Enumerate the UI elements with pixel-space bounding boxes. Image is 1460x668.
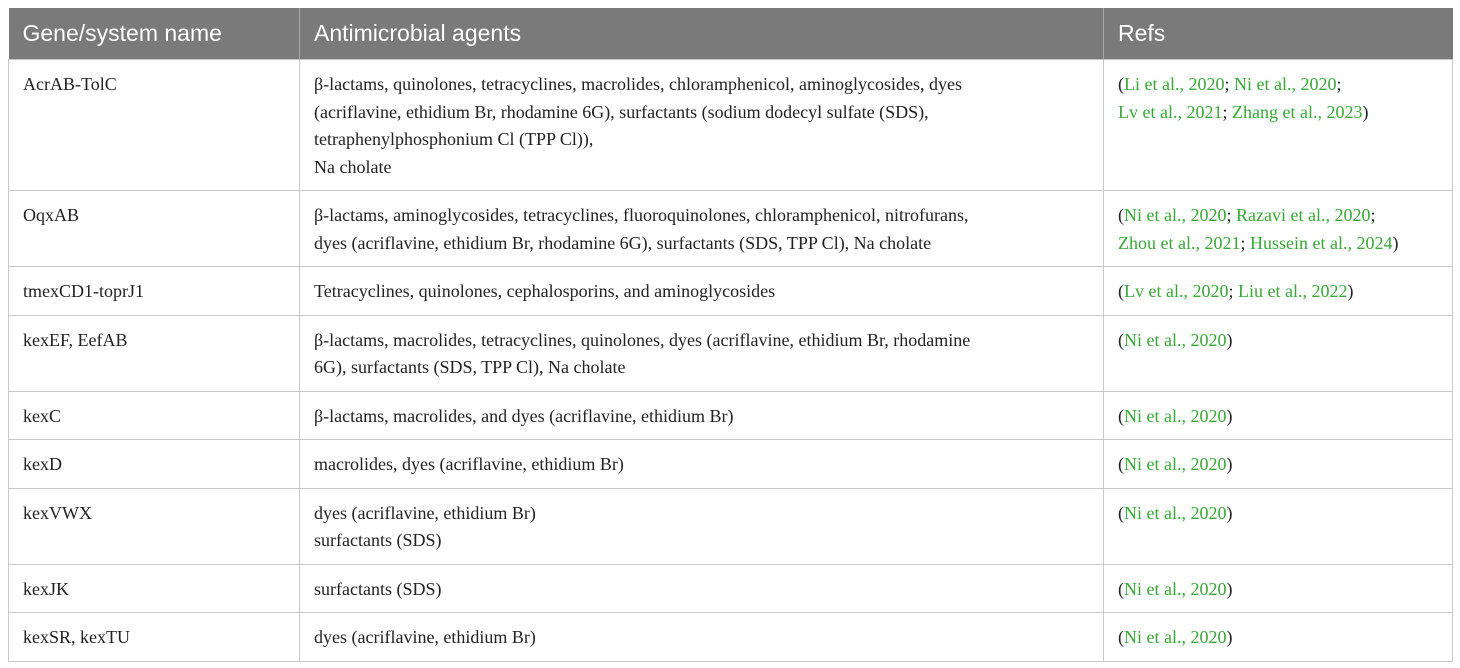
gene-cell: OqxAB [9,191,300,267]
refs-cell: (Ni et al., 2020) [1104,564,1453,613]
agents-line: β-lactams, macrolides, and dyes (acriflavine, ethidium Br) [314,405,734,426]
table-row [9,488,1453,564]
agents-line: β-lactams, macrolides, tetracyclines, quinolones, dyes (acriflavine, ethidium Br, rhodamine [314,329,971,350]
efflux-pump-table [8,8,1453,662]
agents-line: Tetracyclines, quinolones, cephalosporins, and aminoglycosides [314,281,776,301]
ref-link[interactable]: Ni et al., 2020 [1234,74,1337,94]
gene-cell: kexD [9,440,300,489]
ref-link[interactable]: Lv et al., 2021 [1118,101,1223,122]
refs-cell: (Ni et al., 2020) [1104,613,1453,662]
refs-cell: (Ni et al., 2020) [1104,488,1453,564]
header-gene-system-name: Gene/system name [9,8,300,60]
agents-cell [300,391,1104,440]
refs-cell: (Ni et al., 2020; Razavi et al., 2020; Zhou et al., 2021; Hussein et al., 2024) [1104,191,1453,267]
table-row [9,613,1453,662]
ref-link[interactable]: Ni et al., 2020 [1124,454,1227,474]
agents-line: 6G), surfactants (SDS, TPP Cl), Na cholate [314,357,626,377]
refs-cell: (Ni et al., 2020) [1104,440,1453,489]
table-row [9,440,1453,489]
agents-line: tetraphenylphosphonium Cl (TPP Cl)), [314,129,594,149]
agents-line: Na cholate [314,156,392,177]
refs-cell: (Ni et al., 2020) [1104,315,1453,391]
agents-cell [300,191,1104,267]
agents-cell [300,440,1104,489]
agents-cell [300,564,1104,613]
ref-link[interactable]: Ni et al., 2020 [1124,205,1227,225]
table-row [9,191,1453,267]
ref-link[interactable]: Zhou et al., 2021 [1118,232,1241,253]
ref-link[interactable]: Ni et al., 2020 [1124,502,1227,523]
header-row [9,8,1453,60]
ref-link[interactable]: Ni et al., 2020 [1124,405,1227,426]
agents-line: dyes (acriflavine, ethidium Br, rhodamine 6G), surfactants (SDS, TPP Cl), Na cholate [314,232,932,253]
gene-cell: AcrAB-TolC [9,60,300,191]
ref-link[interactable]: Ni et al., 2020 [1124,578,1227,599]
ref-link[interactable]: Liu et al., 2022 [1238,281,1348,301]
gene-cell: kexJK [9,564,300,613]
gene-cell: kexEF, EefAB [9,315,300,391]
ref-link[interactable]: Zhang et al., 2023 [1232,101,1363,122]
agents-cell [300,613,1104,662]
gene-cell: kexC [9,391,300,440]
ref-link[interactable]: Ni et al., 2020 [1124,627,1227,647]
agents-line: dyes (acriflavine, ethidium Br) [314,502,536,523]
agents-line: β-lactams, quinolones, tetracyclines, macrolides, chloramphenicol, aminoglycosides, dyes [314,74,962,94]
ref-link[interactable]: Li et al., 2020 [1124,74,1225,94]
refs-cell: (Ni et al., 2020) [1104,391,1453,440]
ref-link[interactable]: Hussein et al., 2024 [1250,232,1393,253]
refs-cell: (Li et al., 2020; Ni et al., 2020; Lv et al., 2021; Zhang et al., 2023) [1104,60,1453,191]
agents-line: surfactants (SDS) [314,530,442,550]
header-refs: Refs [1104,8,1453,60]
table-row [9,315,1453,391]
ref-link[interactable]: Razavi et al., 2020 [1236,205,1371,225]
table-row [9,391,1453,440]
table-row [9,564,1453,613]
ref-link[interactable]: Lv et al., 2020 [1124,281,1229,301]
gene-cell: kexSR, kexTU [9,613,300,662]
header-antimicrobial-agents: Antimicrobial agents [300,8,1104,60]
agents-line: dyes (acriflavine, ethidium Br) [314,627,536,647]
agents-line: (acriflavine, ethidium Br, rhodamine 6G), surfactants (sodium dodecyl sulfate (SDS), [314,101,929,122]
agents-line: macrolides, dyes (acriflavine, ethidium Br) [314,454,624,474]
table-row [9,267,1453,316]
agents-cell [300,488,1104,564]
gene-cell: tmexCD1-toprJ1 [9,267,300,316]
ref-link[interactable]: Ni et al., 2020 [1124,329,1227,350]
gene-cell: kexVWX [9,488,300,564]
refs-cell: (Lv et al., 2020; Liu et al., 2022) [1104,267,1453,316]
agents-cell [300,315,1104,391]
agents-line: surfactants (SDS) [314,578,442,599]
agents-cell [300,267,1104,316]
agents-line: β-lactams, aminoglycosides, tetracyclines, fluoroquinolones, chloramphenicol, nitrofurans, [314,205,969,225]
agents-cell [300,60,1104,191]
table-row [9,60,1453,191]
